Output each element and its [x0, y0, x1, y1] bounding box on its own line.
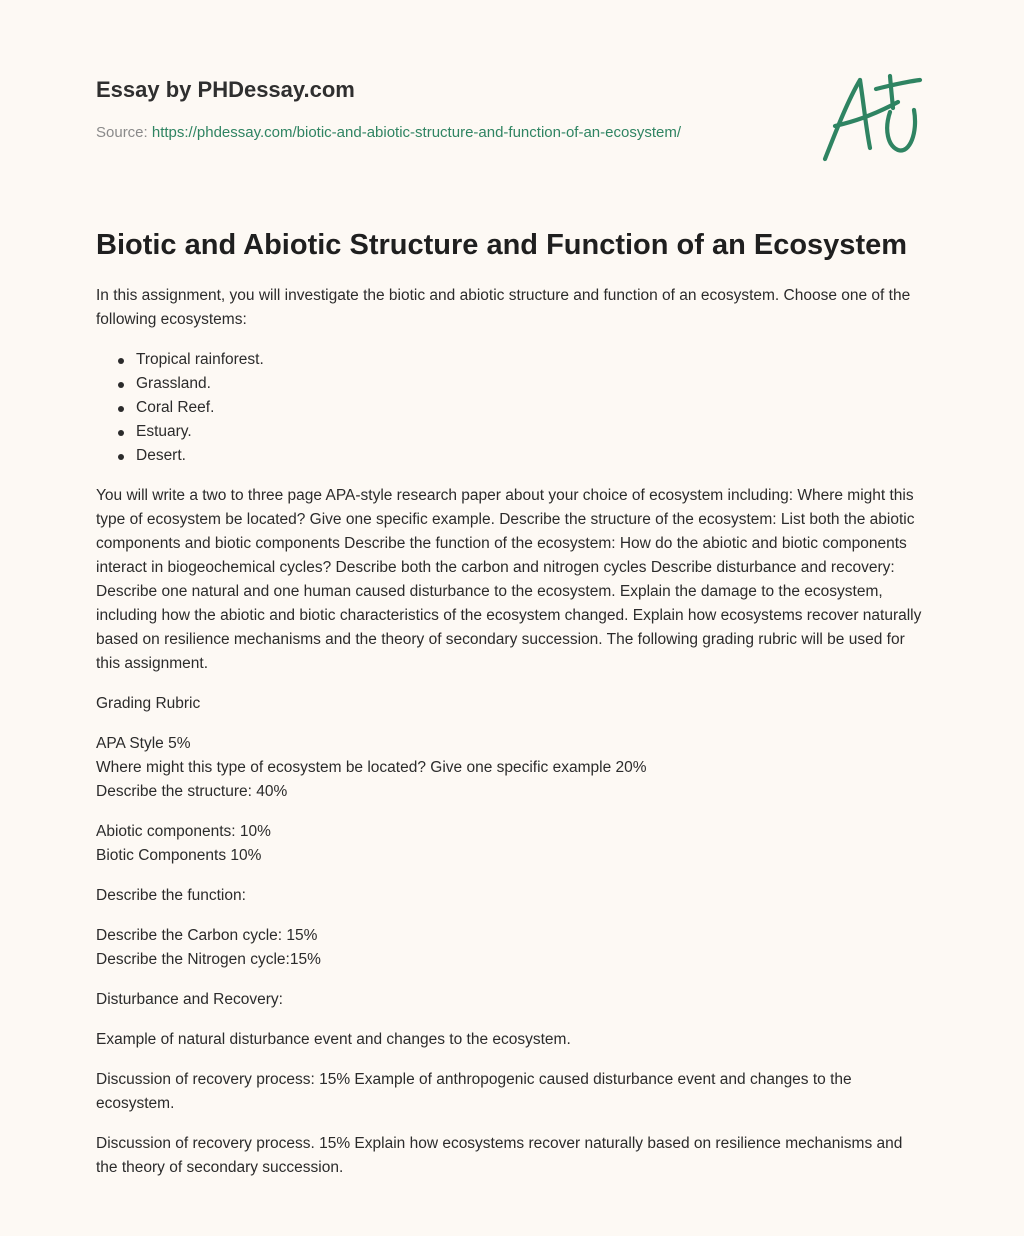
ecosystem-list: [96, 348, 928, 468]
rubric-line: Describe the structure: 40%: [96, 783, 288, 800]
essay-body: [96, 284, 928, 1196]
source-link[interactable]: https://phdessay.com/biotic-and-abiotic-structure-and-function-of-an-ecosystem/: [151, 124, 681, 141]
natural-disturbance-paragraph: Example of natural disturbance event and changes to the ecosystem.: [96, 1031, 571, 1048]
rubric-line: Abiotic components: 10%: [96, 823, 271, 840]
source-line: [96, 123, 681, 143]
rubric-line: Describe the Nitrogen cycle:15%: [96, 951, 321, 968]
rubric-function: [96, 924, 928, 972]
rubric-line: Describe the Carbon cycle: 15%: [96, 927, 318, 944]
list-item: Tropical rainforest.: [136, 348, 928, 372]
function-heading: Describe the function:: [96, 887, 246, 904]
essay-page: [96, 0, 928, 1176]
intro-paragraph: In this assignment, you will investigate the biotic and abiotic structure and function of an ecosystem. Choose one of the following ecosystems:: [96, 287, 911, 328]
recovery-paragraph-two: Discussion of recovery process. 15% Explain how ecosystems recover naturally based on resilience mechanisms and the theory of secondary succession.: [96, 1135, 903, 1176]
recovery-paragraph-one: Discussion of recovery process: 15% Example of anthropogenic caused disturbance event and changes to the ecosystem.: [96, 1071, 852, 1112]
essay-title: Biotic and Abiotic Structure and Function of an Ecosystem: [96, 229, 908, 261]
list-item: Grassland.: [136, 372, 928, 396]
rubric-general: [96, 732, 928, 804]
page-header: [96, 0, 928, 200]
instructions-paragraph: You will write a two to three page APA-style research paper about your choice of ecosystem including: Where might this type of ecosystem be located? Give one specific example. Describe the structure of the ecosystem: List both the abiotic components and biotic components Describe the function of the ecosystem: How do the abiotic and biotic components interact in biogeochemical cycles? Describe both the carbon and nitrogen cycles Describe disturbance and recovery: Describe one natural and one human caused disturbance to the ecosystem. Explain the damage to the ecosystem, including how the abiotic and biotic characteristics of the ecosystem changed. Explain how ecosystems recover naturally based on resilience mechanisms and the theory of secondary succession. The following grading rubric will be used for this assignment.: [96, 487, 922, 672]
list-item: Desert.: [136, 444, 928, 468]
rubric-line: Where might this type of ecosystem be located? Give one specific example 20%: [96, 759, 647, 776]
list-item: Coral Reef.: [136, 396, 928, 420]
a-plus-grade-icon: [822, 66, 926, 166]
source-label: Source:: [96, 124, 148, 141]
rubric-line: APA Style 5%: [96, 735, 191, 752]
disturbance-heading: Disturbance and Recovery:: [96, 991, 283, 1008]
list-item: Estuary.: [136, 420, 928, 444]
rubric-line: Biotic Components 10%: [96, 847, 262, 864]
rubric-structure: [96, 820, 928, 868]
rubric-heading: Grading Rubric: [96, 695, 201, 712]
brand-title: Essay by PHDessay.com: [96, 77, 355, 102]
